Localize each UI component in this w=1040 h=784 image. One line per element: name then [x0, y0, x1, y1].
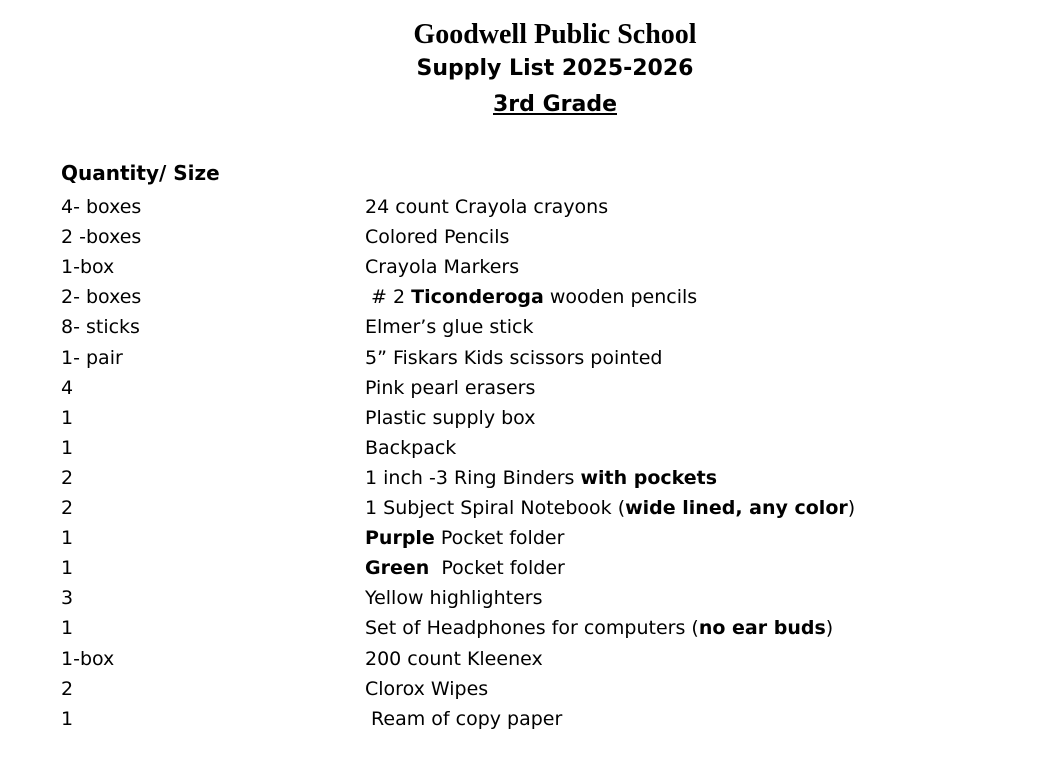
- item-cell: [365, 252, 519, 282]
- quantity-cell: 1-box: [61, 256, 115, 279]
- item-cell: [365, 282, 697, 312]
- item-text: ): [847, 497, 856, 519]
- item-cell: [365, 343, 663, 373]
- item-cell: [365, 373, 535, 403]
- quantity-cell: 2: [61, 677, 74, 700]
- quantity-cell: 1: [61, 707, 74, 730]
- quantity-cell: 4: [61, 376, 74, 399]
- quantity-cell: 2- boxes: [61, 286, 142, 309]
- item-text-bold: Green: [365, 557, 430, 580]
- quantity-cell: 1: [61, 527, 74, 550]
- supply-row: [0, 252, 1040, 282]
- item-text: Plastic supply box: [365, 406, 536, 429]
- item-text-bold: wide lined, any color: [625, 497, 848, 519]
- item-cell: [365, 674, 488, 704]
- item-text: Crayola Markers: [365, 256, 520, 279]
- supply-row: [0, 373, 1040, 403]
- quantity-cell: 1: [61, 557, 74, 580]
- item-cell: [365, 433, 456, 463]
- supply-row: [0, 403, 1040, 433]
- grade-title: 3rd Grade: [493, 92, 617, 117]
- quantity-cell: 4- boxes: [61, 196, 142, 218]
- item-text: 1 inch -3 Ring Binders: [365, 466, 581, 489]
- quantity-cell: 1: [61, 436, 74, 459]
- quantity-column-header: Quantity/ Size: [61, 161, 220, 185]
- item-text: Yellow highlighters: [365, 587, 543, 610]
- supply-row: [0, 613, 1040, 643]
- supply-row: [0, 343, 1040, 373]
- item-cell: [365, 312, 533, 342]
- item-text-bold: no ear buds: [698, 617, 826, 640]
- item-cell: [365, 553, 565, 583]
- supply-row: [0, 192, 1040, 222]
- supply-row: [0, 222, 1040, 252]
- item-text: wooden pencils: [543, 286, 698, 309]
- item-text: Pink pearl erasers: [365, 376, 536, 399]
- item-text: Clorox Wipes: [365, 677, 489, 700]
- item-cell: [365, 192, 608, 222]
- supply-row: [0, 553, 1040, 583]
- quantity-cell: 3: [61, 587, 74, 610]
- supply-row: [0, 704, 1040, 734]
- quantity-cell: 1: [61, 617, 74, 640]
- supply-row: [0, 463, 1040, 493]
- quantity-cell: 2 -boxes: [61, 226, 142, 249]
- item-cell: [365, 583, 542, 613]
- item-text: Backpack: [365, 436, 457, 459]
- item-text: Ream of copy paper: [365, 707, 563, 730]
- supply-row: [0, 312, 1040, 342]
- item-text: 5” Fiskars Kids scissors pointed: [365, 346, 663, 369]
- item-text-bold: Purple: [365, 527, 435, 550]
- item-text: 24 count Crayola crayons: [365, 196, 609, 218]
- supply-row: [0, 644, 1040, 674]
- quantity-cell: 2: [61, 497, 74, 519]
- item-text: # 2: [365, 286, 412, 309]
- item-text: Pocket folder: [434, 527, 565, 550]
- supply-row: [0, 282, 1040, 312]
- quantity-cell: 2: [61, 466, 74, 489]
- item-cell: [365, 644, 543, 674]
- item-text: Colored Pencils: [365, 226, 510, 249]
- supply-row: [0, 523, 1040, 553]
- quantity-cell: 1-box: [61, 647, 115, 670]
- supply-row: [0, 583, 1040, 613]
- supply-row: [0, 433, 1040, 463]
- item-text-bold: with pockets: [580, 466, 718, 489]
- item-cell: [365, 222, 509, 252]
- item-cell: [365, 493, 855, 523]
- item-text: Set of Headphones for computers (: [365, 617, 699, 640]
- item-cell: [365, 523, 564, 553]
- item-cell: [365, 704, 562, 734]
- item-cell: [365, 403, 535, 433]
- item-text: ): [825, 617, 834, 640]
- quantity-cell: 1- pair: [61, 346, 123, 369]
- item-cell: [365, 463, 717, 493]
- item-text: 1 Subject Spiral Notebook (: [365, 497, 626, 519]
- item-text: 200 count Kleenex: [365, 647, 543, 670]
- item-text-bold: Ticonderoga: [411, 286, 544, 309]
- item-cell: [365, 613, 833, 643]
- school-name: Goodwell Public School: [413, 19, 697, 50]
- supply-row: [0, 674, 1040, 704]
- list-title: Supply List 2025-2026: [416, 56, 694, 81]
- quantity-cell: 1: [61, 406, 74, 429]
- supply-row: [0, 493, 1040, 523]
- item-text: Elmer’s glue stick: [365, 316, 534, 339]
- item-text: Pocket folder: [429, 557, 565, 580]
- quantity-cell: 8- sticks: [61, 316, 140, 339]
